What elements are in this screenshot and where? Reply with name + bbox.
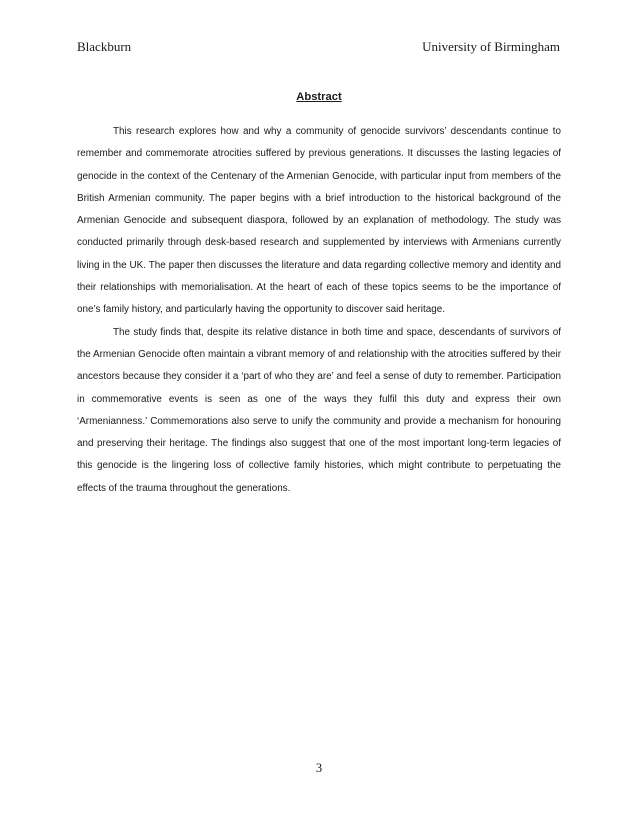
abstract-title: Abstract xyxy=(296,91,342,103)
page-number: 3 xyxy=(315,761,323,775)
abstract-paragraph-1: This research explores how and why a community of genocide survivors’ descendants continue to remember and commemorate atrocities suffered by previous generations. It discusses the lasting legacies of genocide in the context of the Centenary of the Armenian Genocide, with particular input from members of the British Armenian community. The paper begins with a brief introduction to the historical background of the Armenian Genocide and subsequent diaspora, followed by an explanation of methodology. The study was conducted primarily through desk-based research and supplemented by interviews with Armenians currently living in the UK. The paper then discusses the literature and data regarding collective memory and identity and their relationships with memorialisation. At the heart of each of these topics seems to be the importance of one’s family history, and particularly having the opportunity to discover said heritage. xyxy=(77,126,561,316)
abstract-paragraph-2: The study finds that, despite its relative distance in both time and space, descendants of survivors of the Armenian Genocide often maintain a vibrant memory of and relationship with the atrocities suffered by their ancestors because they consider it a ‘part of who they are’ and feel a sense of duty to remember. Participation in commemorative events is seen as one of the ways they fulfil this duty and express their own ‘Armenianness.’ Commemorations also serve to unify the community and provide a mechanism for honouring and preserving their heritage. The findings also suggest that one of the most important long-term legacies of this genocide is the lingering loss of collective family histories, which might contribute to perpetuating the effects of the trauma throughout the generations. xyxy=(77,326,561,494)
abstract-body xyxy=(77,121,561,500)
header-author: Blackburn xyxy=(77,39,132,54)
page-header xyxy=(77,39,560,57)
header-institution: University of Birmingham xyxy=(422,39,560,54)
